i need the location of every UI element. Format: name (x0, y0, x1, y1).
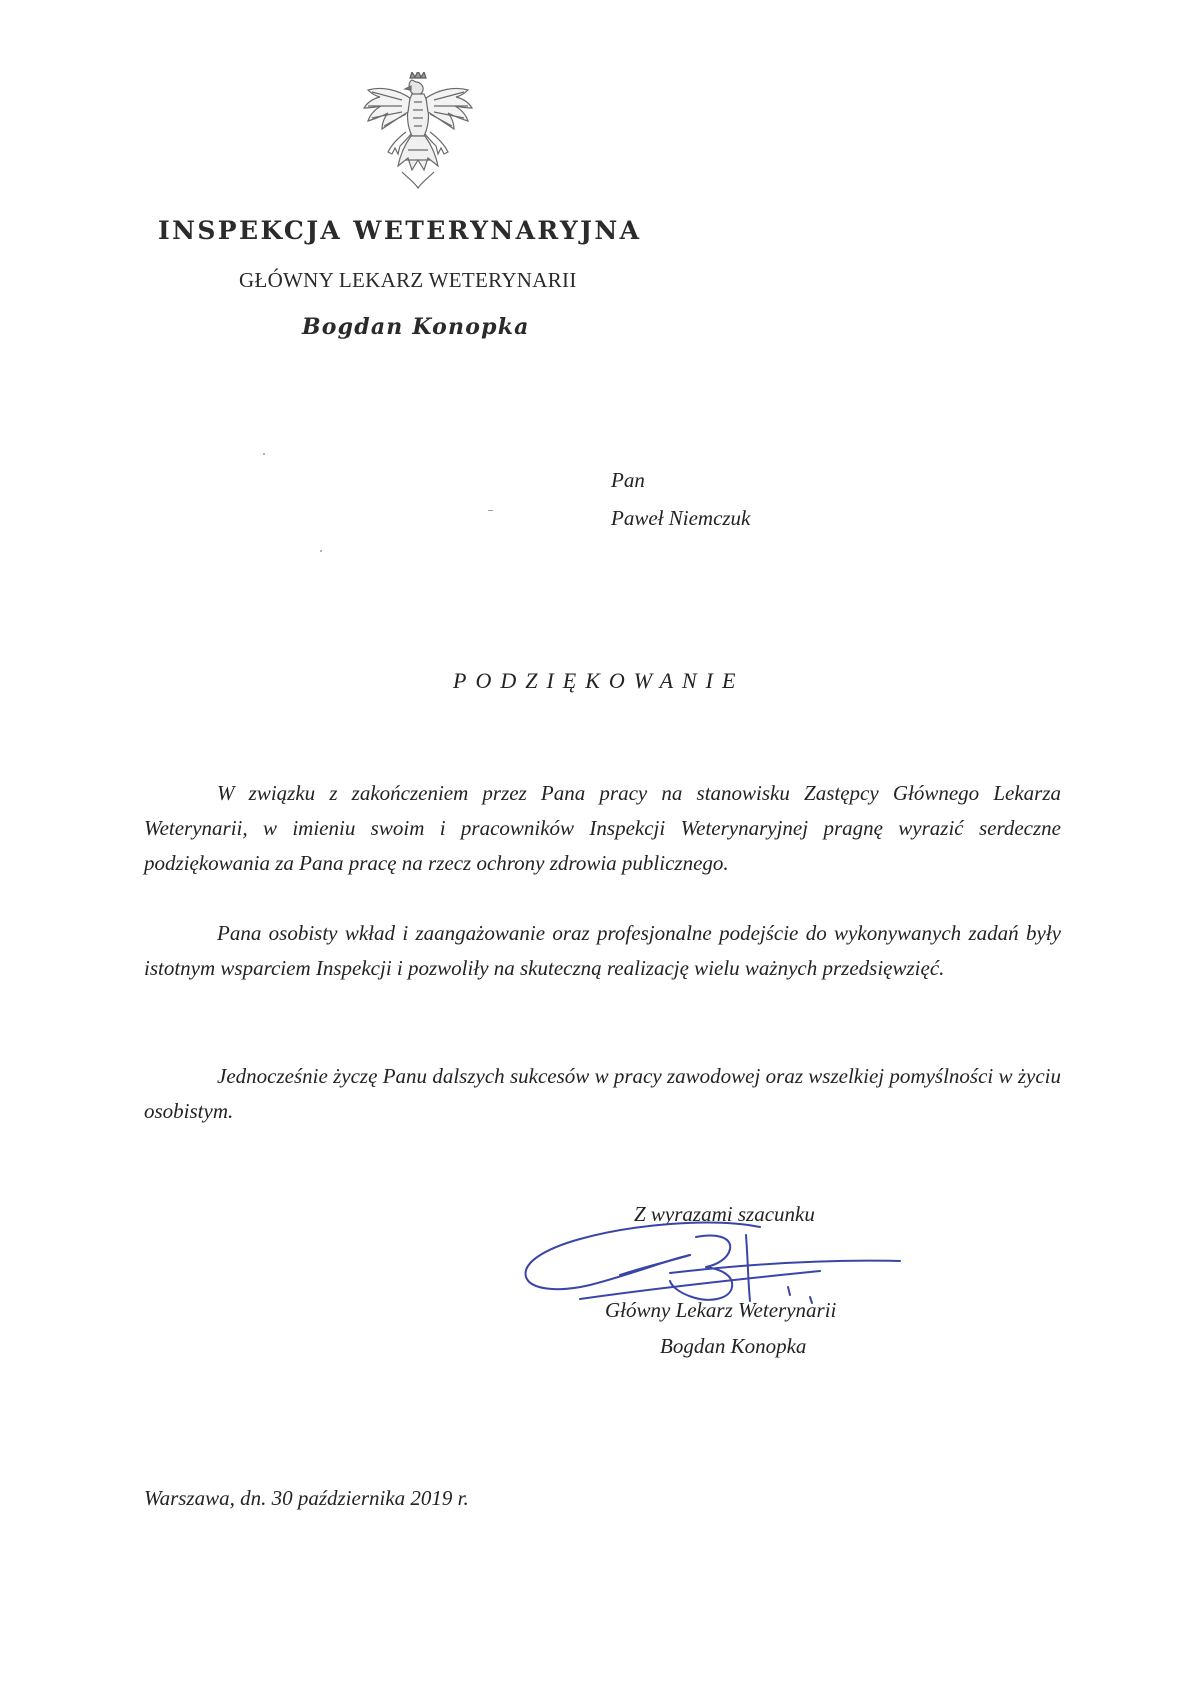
closing-phrase: Z wyrazami szacunku (634, 1202, 815, 1226)
office-title: GŁÓWNY LEKARZ WETERYNARII (239, 268, 577, 292)
organization-name: INSPEKCJA WETERYNARYJNA (158, 216, 642, 245)
polish-eagle-emblem-icon (362, 72, 474, 190)
letter-paragraph: Pana osobisty wkład i zaangażowanie oraz profesjonalne podejście do wykonywanych zadań były istotnym wsparciem Inspekcji i pozwoliły na skuteczną realizację wielu ważnych przedsięwzięć. (144, 921, 1061, 980)
recipient-salutation: Pan (611, 468, 645, 492)
signatory-role: Główny Lekarz Weterynarii (605, 1298, 837, 1322)
letter-paragraph: W związku z zakończeniem przez Pana pracy na stanowisku Zastępcy Głównego Lekarza Weterynarii, w imieniu swoim i pracowników Inspekcji Weterynaryjnej pragnę wyrazić serdeczne podziękowania za Pana pracę na rzecz ochrony zdrowia publicznego. (144, 781, 1061, 875)
scan-speck (320, 550, 322, 552)
recipient-name: Paweł Niemczuk (611, 506, 751, 530)
signatory-name: Bogdan Konopka (660, 1334, 807, 1358)
scan-speck (488, 510, 493, 511)
letter-heading: PODZIĘKOWANIE (453, 668, 745, 693)
scan-speck (263, 453, 265, 455)
place-and-date: Warszawa, dn. 30 października 2019 r. (144, 1486, 469, 1510)
office-holder-name: Bogdan Konopka (302, 314, 530, 340)
letter-paragraph: Jednocześnie życzę Panu dalszych sukcesów w pracy zawodowej oraz wszelkiej pomyślności w życiu osobistym. (144, 1064, 1061, 1123)
